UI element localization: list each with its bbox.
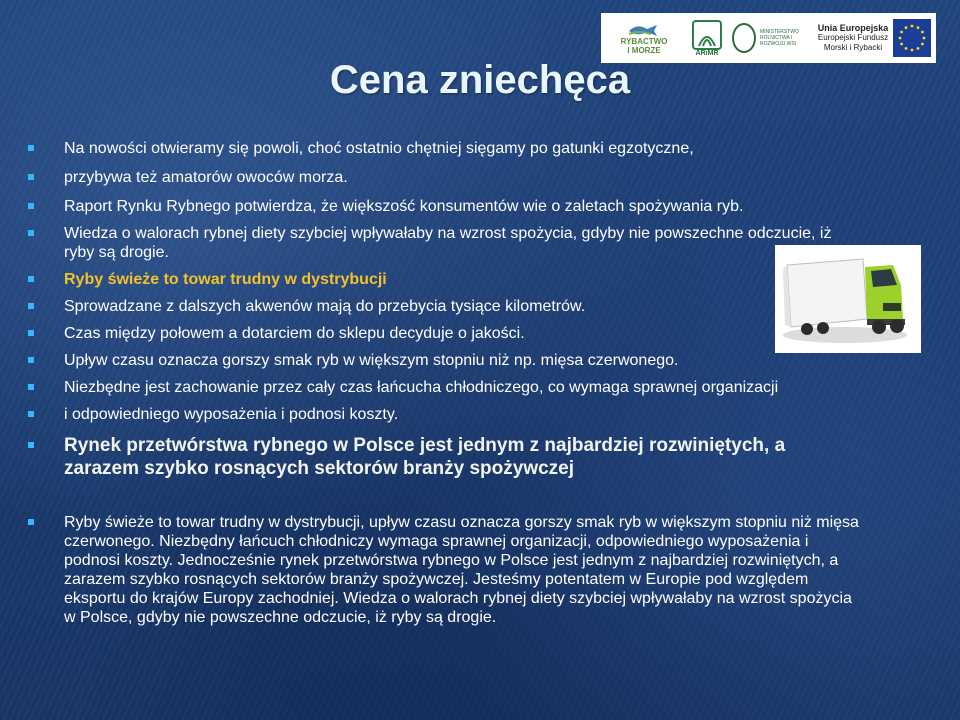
- eu-line1: Europejski Fundusz: [817, 33, 889, 42]
- bullet-item: Sprowadzane z dalszych akwenów mają do przebycia tysiące kilometrów.: [64, 297, 764, 316]
- partner-logos: [601, 13, 936, 63]
- bullet-item: Czas między połowem a dotarciem do sklepu decyduje o jakości.: [64, 324, 764, 343]
- rybactwo-logo: [601, 13, 687, 63]
- ministry-logo: [727, 13, 817, 63]
- ministry-label: MINISTERSTWO ROLNICTWA I ROZWOJU WSI: [760, 29, 799, 47]
- bullet-item: Wiedza o walorach rybnej diety szybciej wpływałaby na wzrost spożycia, gdyby nie powszechne odczucie, iż ryby są drogie.: [64, 224, 864, 262]
- eu-flag-icon: [893, 19, 931, 57]
- armr-label: ARiMR: [695, 49, 719, 57]
- truck-icon: [775, 245, 921, 353]
- rybactwo-line1: RYBACTWO: [620, 37, 668, 46]
- bullet-item: Niezbędne jest zachowanie przez cały czas łańcucha chłodniczego, co wymaga sprawnej organizacji: [64, 378, 904, 397]
- armr-emblem-icon: [692, 20, 722, 50]
- eu-line2: Morski i Rybacki: [823, 43, 883, 52]
- truck-image: [775, 245, 921, 353]
- bullet-item: przybywa też amatorów owoców morza.: [64, 168, 864, 187]
- eu-title: Unia Europejska: [817, 23, 889, 33]
- ministry-seal-icon: [732, 23, 756, 53]
- rybactwo-line2: I MORZE: [627, 46, 661, 55]
- bullet-item: Na nowości otwieramy się powoli, choć ostatnio chętniej sięgamy po gatunki egzotyczne,: [64, 139, 864, 158]
- slide-title: Cena zniechęca: [329, 58, 631, 102]
- bullet-item-summary: Ryby świeże to towar trudny w dystrybucji, upływ czasu oznacza gorszy smak ryb w większym stopniu niż mięsa czerwonego. Niezbędny łańcuch chłodniczy wymaga sprawnej organizacji, odpowiedniego wyposażenia i podnosi koszty. Jednocześnie rynek przetwórstwa rybnego w Polsce jest jednym z najbardziej rozwiniętych, a zarazem szybko rosnących sektorów branży spożywczej. Jesteśmy potentatem w Europie pod względem eksportu do krajów Europy zachodniej. Wiedza o walorach rybnej diety szybciej wpływałaby na wzrost spożycia w Polsce, gdyby nie powszechne odczucie, iż ryby są drogie.: [64, 513, 864, 627]
- armr-logo: [687, 13, 727, 63]
- bullet-item-emphasis: Rynek przetwórstwa rybnego w Polsce jest jednym z najbardziej rozwiniętych, a zarazem szybko rosnących sektorów branży spożywczej: [64, 434, 854, 480]
- fish-icon: [627, 21, 661, 37]
- bullet-item-highlight: Ryby świeże to towar trudny w dystrybucji: [64, 270, 764, 289]
- eu-logo: [817, 13, 936, 63]
- bullet-item: i odpowiedniego wyposażenia i podnosi koszty.: [64, 405, 864, 424]
- bullet-item: Raport Rynku Rybnego potwierdza, że większość konsumentów wie o zaletach spożywania ryb.: [64, 197, 884, 216]
- eu-text: [817, 23, 889, 53]
- bullet-item: Upływ czasu oznacza gorszy smak ryb w większym stopniu niż np. mięsa czerwonego.: [64, 351, 804, 370]
